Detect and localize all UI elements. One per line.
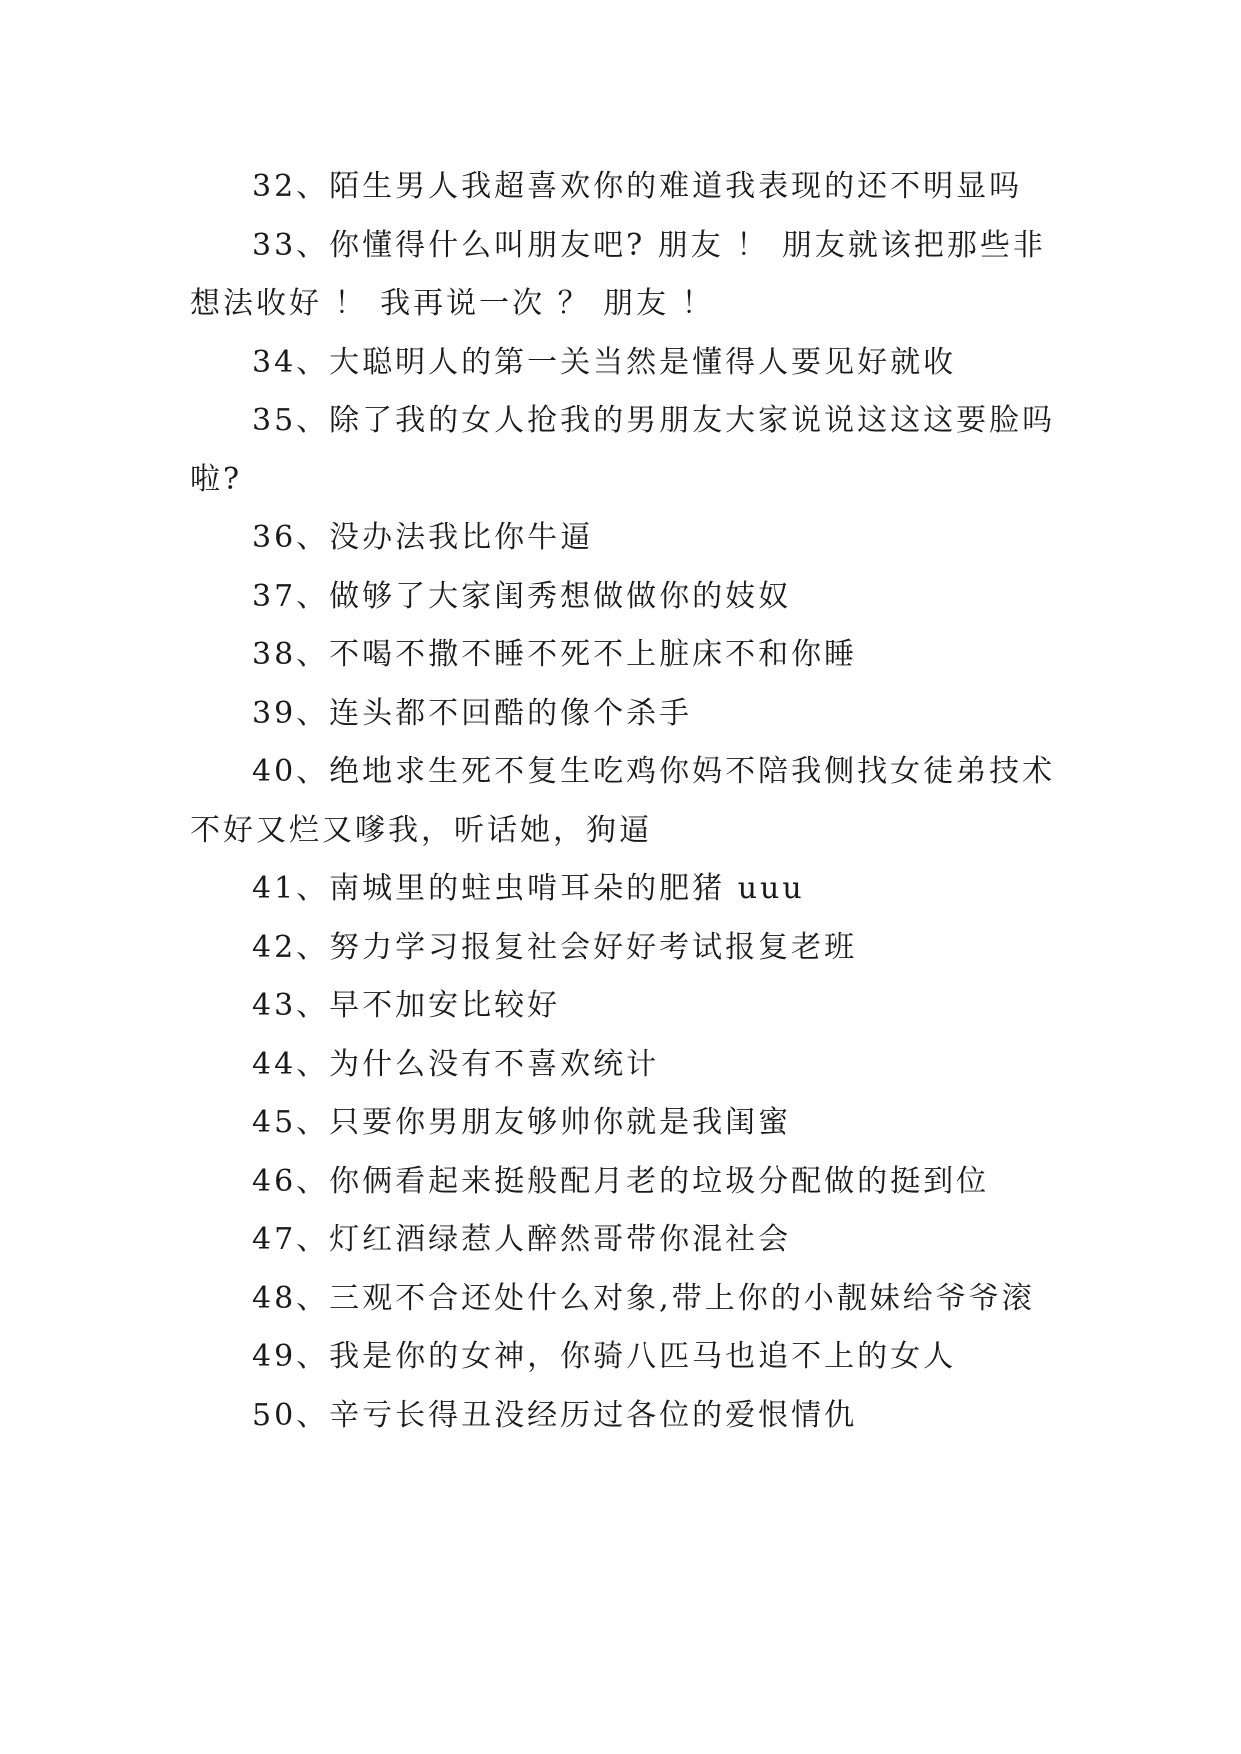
text-line: 35、除了我的女人抢我的男朋友大家说说这这这要脸吗 [252, 403, 1056, 438]
text-line: 41、南城里的蛀虫啃耳朵的肥猪 uuu [252, 871, 805, 906]
text-line-continuation: 啦? [190, 461, 243, 497]
text-line: 43、早不加安比较好 [252, 988, 561, 1023]
text-line: 40、绝地求生死不复生吃鸡你妈不陪我侧找女徒弟技术 [252, 754, 1056, 789]
text-line-continuation: 想法收好 ！ 我再说一次 ？ 朋友 ！ [190, 286, 715, 321]
text-line: 38、不喝不撒不睡不死不上脏床不和你睡 [252, 637, 858, 672]
text-line: 34、大聪明人的第一关当然是懂得人要见好就收 [252, 344, 957, 380]
text-line-continuation: 不好又烂又嗲我，听话她，狗逼 [190, 812, 652, 848]
text-line: 50、辛亏长得丑没经历过各位的爱恨情仇 [252, 1397, 858, 1433]
text-line: 32、陌生男人我超喜欢你的难道我表现的还不明显吗 [252, 169, 1023, 204]
text-line: 47、灯红酒绿惹人醉然哥带你混社会 [252, 1222, 792, 1257]
text-line: 48、三观不合还处什么对象,带上你的小靓妹给爷爷滚 [252, 1280, 1035, 1316]
text-line: 46、你俩看起来挺般配月老的垃圾分配做的挺到位 [252, 1163, 990, 1199]
text-line: 44、为什么没有不喜欢统计 [252, 1046, 660, 1082]
text-line: 36、没办法我比你牛逼 [252, 520, 594, 555]
text-line: 42、努力学习报复社会好好考试报复老班 [252, 929, 858, 965]
text-line: 45、只要你男朋友够帅你就是我闺蜜 [252, 1105, 792, 1140]
text-line: 39、连头都不回酷的像个杀手 [252, 695, 693, 731]
text-line: 49、我是你的女神，你骑八匹马也追不上的女人 [252, 1339, 957, 1374]
document-body [190, 158, 1060, 1445]
text-line: 33、你懂得什么叫朋友吧? 朋友 ！ 朋友就该把那些非 [252, 227, 1046, 263]
text-line: 37、做够了大家闺秀想做做你的妓奴 [252, 578, 792, 614]
